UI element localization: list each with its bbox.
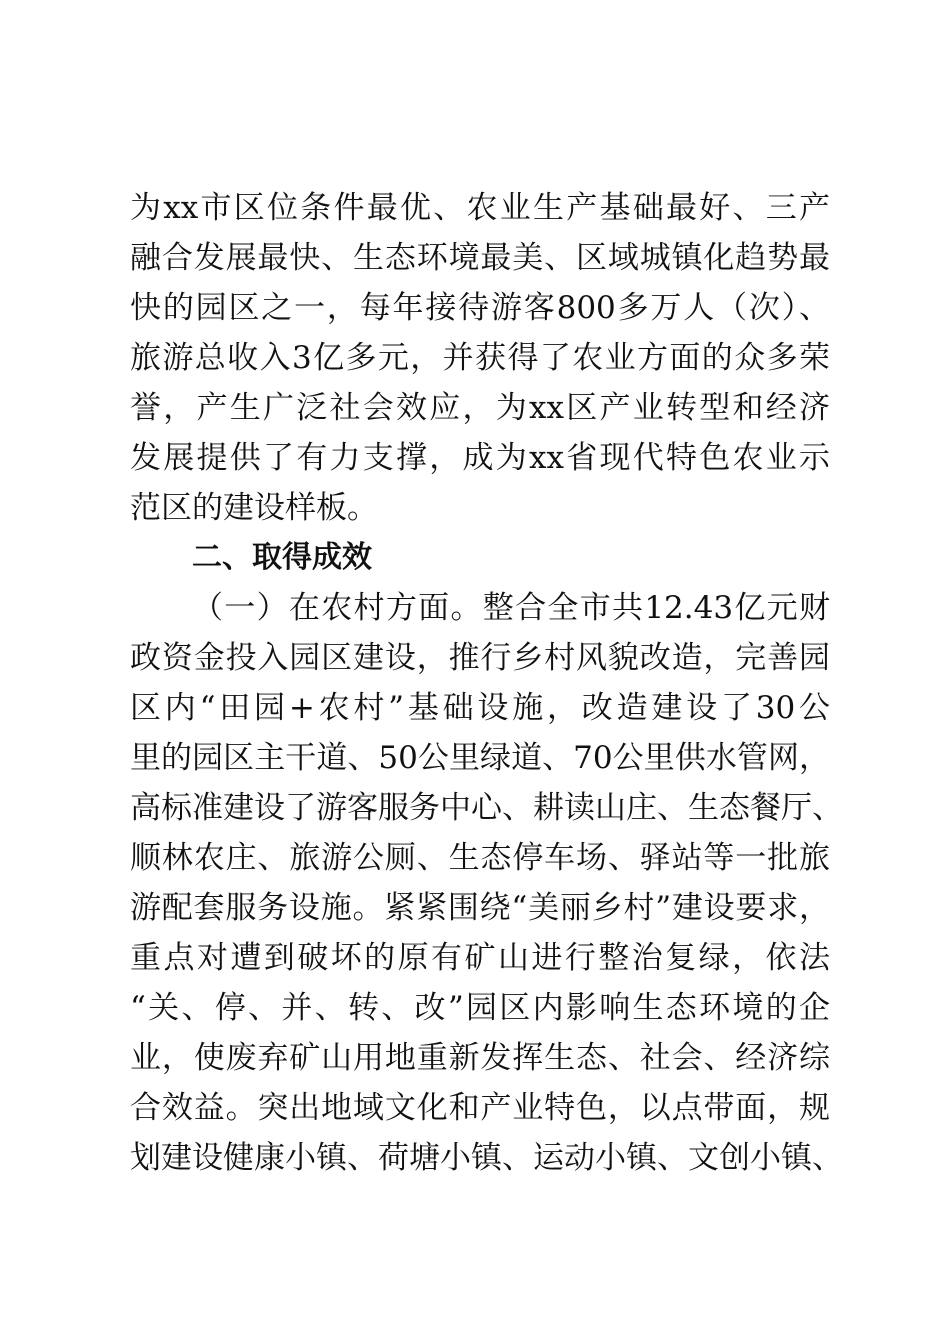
paragraph-2-line-6: 顺林农庄、旅游公厕、生态停车场、驿站等一批旅 — [130, 840, 830, 876]
paragraph-1-line-1: 为xx市区位条件最优、农业生产基础最好、三产 — [130, 190, 830, 226]
paragraph-1-line-2: 融合发展最快、生态环境最美、区域城镇化趋势最 — [130, 240, 830, 276]
paragraph-2-line-8: 重点对遭到破坏的原有矿山进行整治复绿，依法 — [130, 940, 830, 976]
paragraph-2-line-7: 游配套服务设施。紧紧围绕“美丽乡村”建设要求， — [130, 890, 830, 926]
paragraph-2-line-12: 划建设健康小镇、荷塘小镇、运动小镇、文创小镇、 — [130, 1140, 843, 1176]
paragraph-2-line-11: 合效益。突出地域文化和产业特色，以点带面，规 — [130, 1090, 830, 1126]
paragraph-1-line-4: 旅游总收入3亿多元，并获得了农业方面的众多荣 — [130, 340, 830, 376]
section-heading: 二、取得成效 — [192, 540, 372, 575]
paragraph-1-line-5: 誉，产生广泛社会效应，为xx区产业转型和经济 — [130, 390, 830, 426]
paragraph-1-line-3: 快的园区之一，每年接待游客800多万人（次）、 — [130, 290, 830, 326]
paragraph-2-line-9: “关、停、并、转、改”园区内影响生态环境的企 — [130, 990, 830, 1026]
paragraph-2-line-10: 业，使废弃矿山用地重新发挥生态、社会、经济综 — [130, 1040, 830, 1076]
paragraph-2-line-2: 政资金投入园区建设，推行乡村风貌改造，完善园 — [130, 640, 830, 676]
paragraph-1-line-7: 范区的建设样板。 — [130, 490, 378, 526]
paragraph-2-line-1: （一）在农村方面。整合全市共12.43亿元财 — [192, 590, 830, 626]
paragraph-2-line-5: 高标准建设了游客服务中心、耕读山庄、生态餐厅、 — [130, 790, 843, 826]
paragraph-2-line-3: 区内“田园+农村”基础设施，改造建设了30公 — [130, 690, 830, 726]
paragraph-2-line-4: 里的园区主干道、50公里绿道、70公里供水管网， — [130, 740, 830, 776]
paragraph-1-line-6: 发展提供了有力支撑，成为xx省现代特色农业示 — [130, 440, 830, 476]
